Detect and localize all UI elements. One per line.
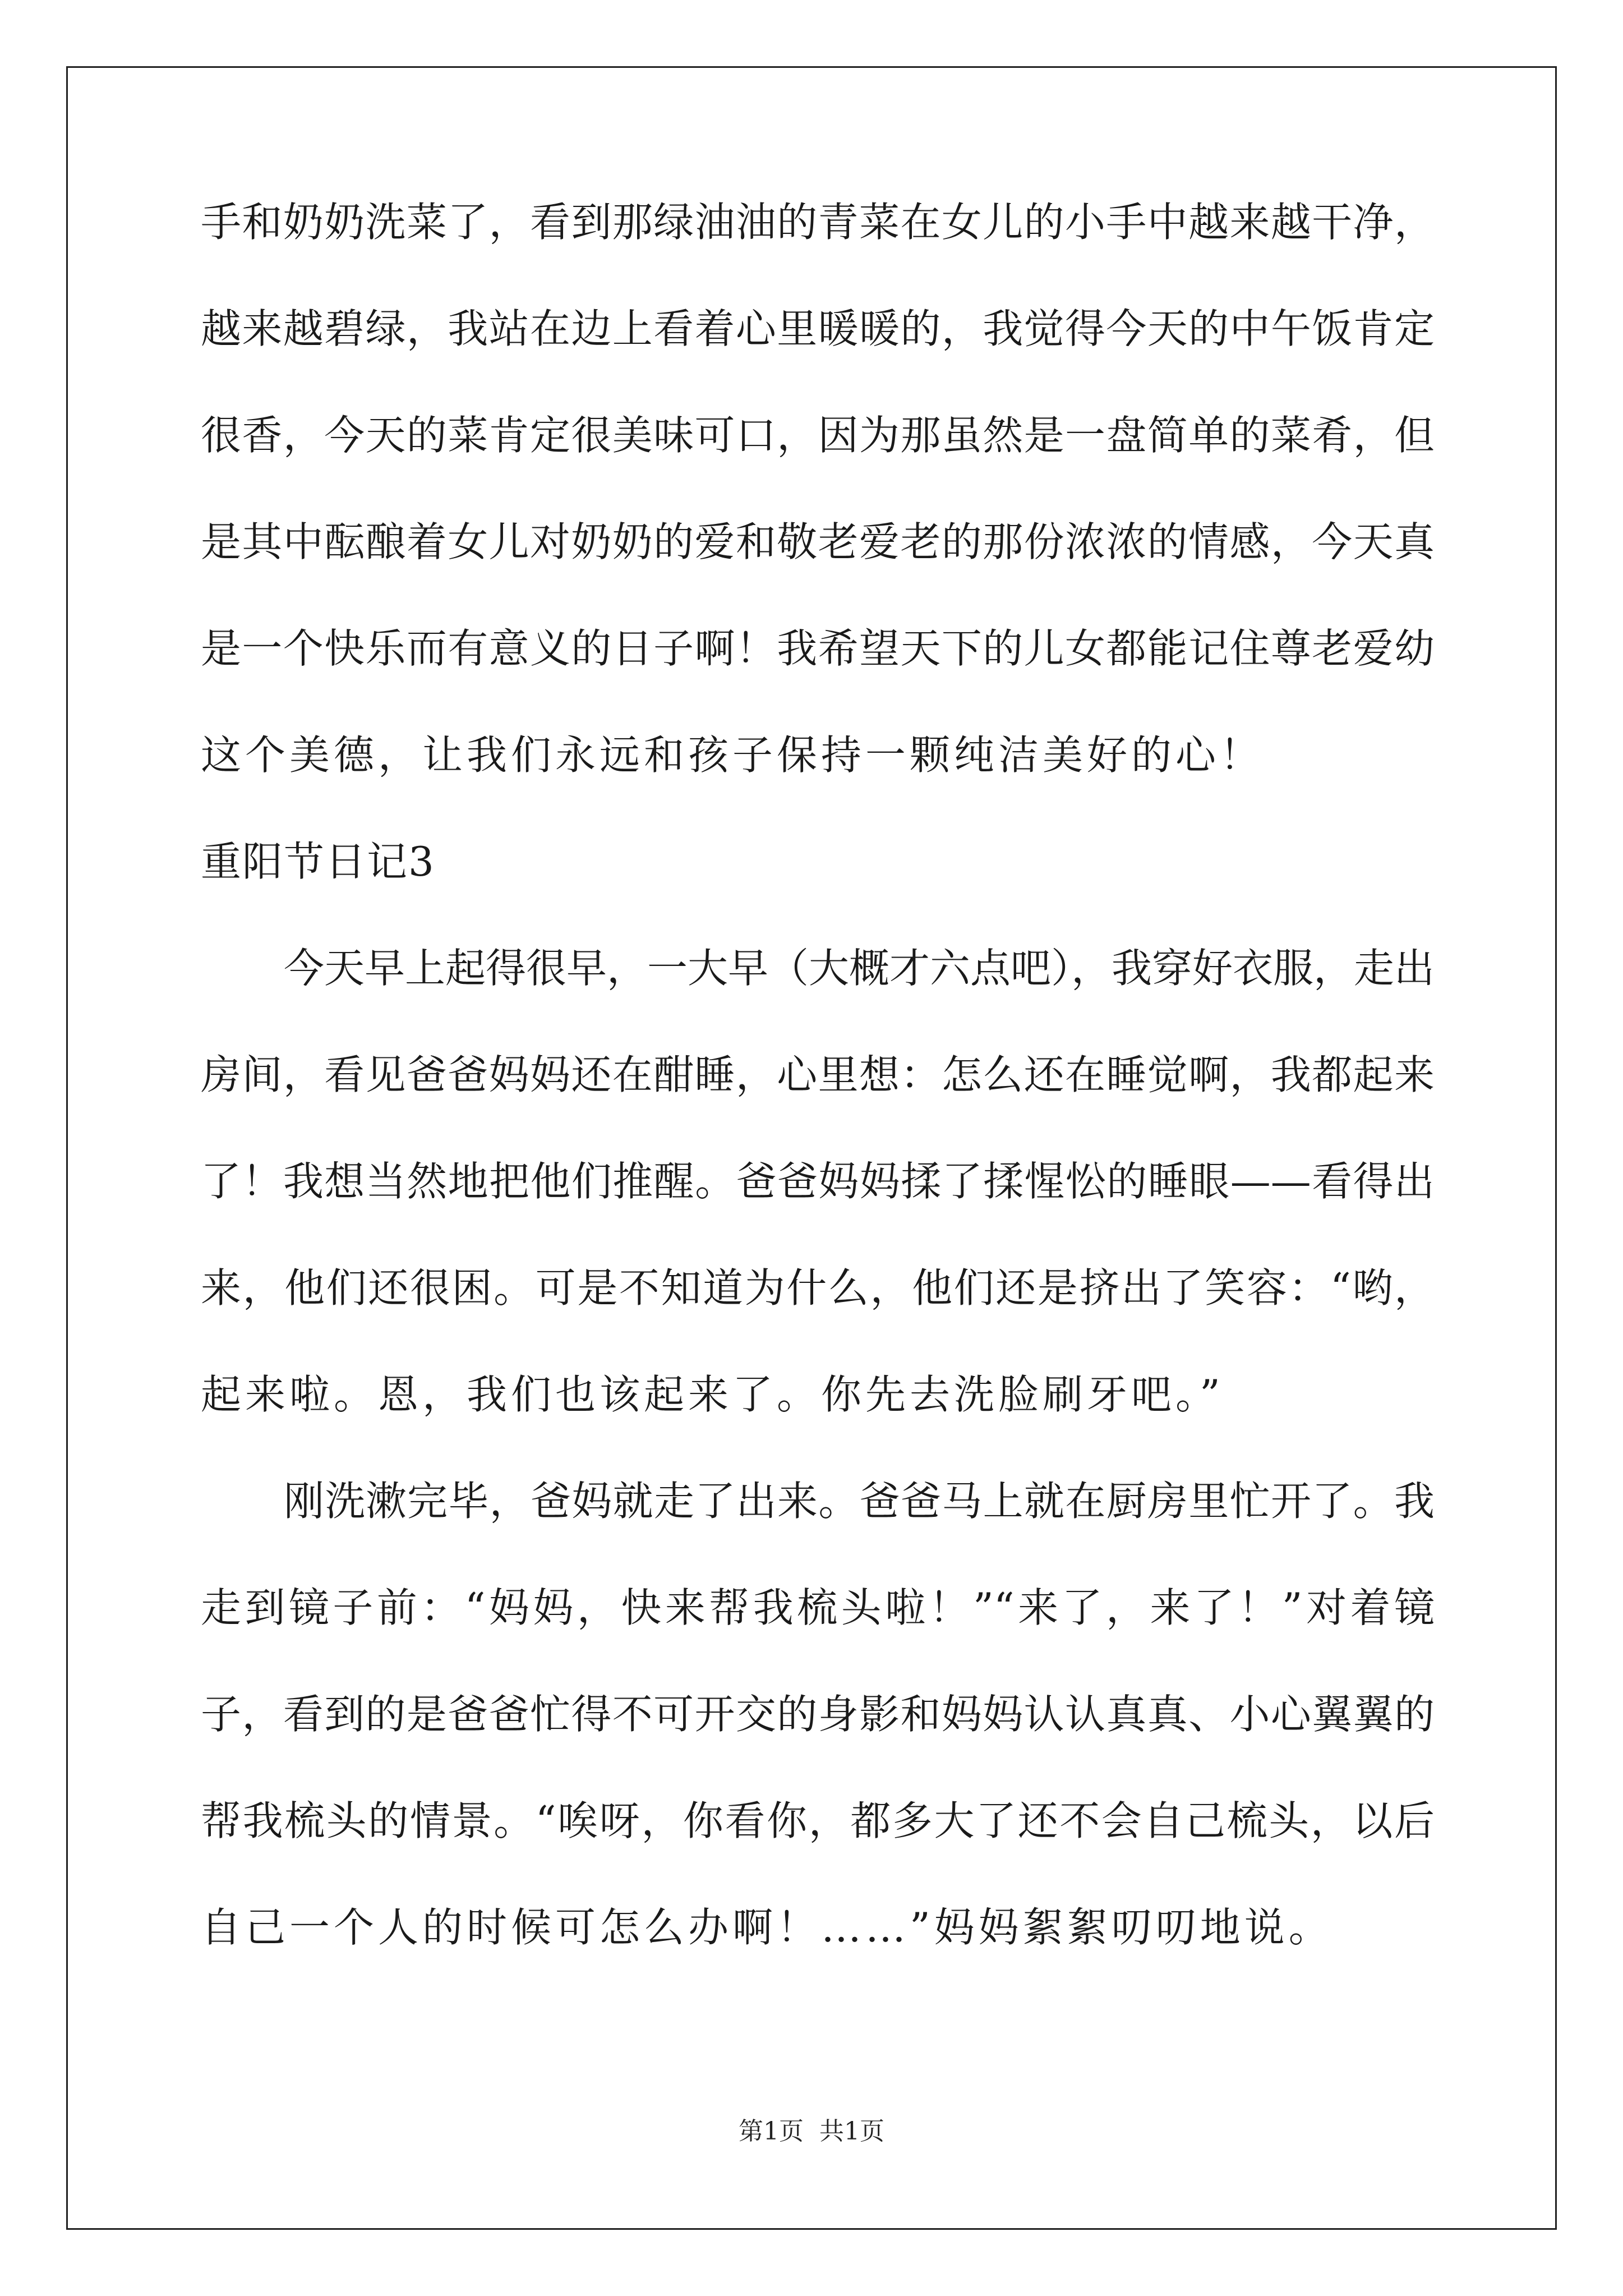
- text-line: 来，他们还很困。可是不知道为什么，他们还是挤出了笑容：“哟，: [201, 1264, 1435, 1312]
- text-line: 越来越碧绿，我站在边上看着心里暖暖的，我觉得今天的中午饭肯定: [201, 305, 1435, 352]
- text-line: 走到镜子前：“妈妈，快来帮我梳头啦！”“来了，来了！”对着镜: [201, 1584, 1435, 1631]
- text-line: 了！我想当然地把他们推醒。爸爸妈妈揉了揉惺忪的睡眼——看得出: [201, 1158, 1435, 1205]
- page-footer: [0, 2119, 1623, 2144]
- text-line: 自己一个人的时候可怎么办啊！……”妈妈絮絮叨叨地说。: [201, 1904, 1333, 1951]
- text-line: 帮我梳头的情景。“唉呀，你看你，都多大了还不会自己梳头，以后: [201, 1797, 1435, 1844]
- section-heading: 重阳节日记3: [201, 838, 435, 885]
- text-line: 刚洗漱完毕，爸妈就走了出来。爸爸马上就在厨房里忙开了。我: [284, 1478, 1435, 1525]
- text-line: 起来啦。恩，我们也该起来了。你先去洗脸刷牙吧。”: [201, 1371, 1224, 1418]
- text-line: 是一个快乐而有意义的日子啊！我希望天下的儿女都能记住尊老爱幼: [201, 625, 1435, 672]
- text-line: 子，看到的是爸爸忙得不可开交的身影和妈妈认认真真、小心翼翼的: [201, 1691, 1435, 1738]
- document-body: [201, 199, 1435, 2014]
- text-line: 房间，看见爸爸妈妈还在酣睡，心里想：怎么还在睡觉啊，我都起来: [201, 1051, 1435, 1098]
- text-line: 是其中酝酿着女儿对奶奶的爱和敬老爱老的那份浓浓的情感，今天真: [201, 518, 1435, 565]
- text-line: 这个美德，让我们永远和孩子保持一颗纯洁美好的心！: [201, 731, 1265, 779]
- page-total: 共1页: [819, 2117, 884, 2146]
- page-number: 第1页: [739, 2117, 804, 2146]
- text-line: 很香，今天的菜肯定很美味可口，因为那虽然是一盘简单的菜肴，但: [201, 412, 1435, 459]
- text-line: 手和奶奶洗菜了，看到那绿油油的青菜在女儿的小手中越来越干净，: [201, 199, 1435, 246]
- text-line: 今天早上起得很早，一大早（大概才六点吧），我穿好衣服，走出: [284, 945, 1435, 992]
